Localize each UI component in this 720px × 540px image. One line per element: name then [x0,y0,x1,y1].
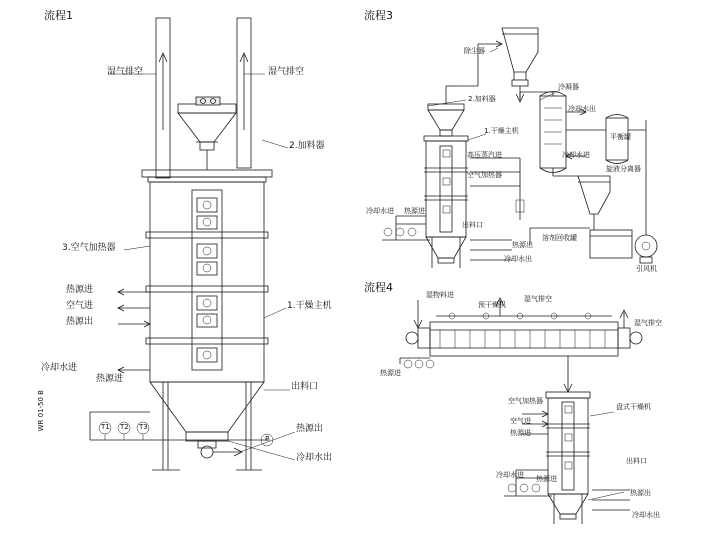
label-outlet-p3: 出料口 [462,221,483,229]
label-cool-water-out-p3: 冷却水出 [504,255,532,263]
label-cool-water-in-left: 冷却水进 [366,207,394,215]
label-heat-source-in-p4: 热源进 [536,475,557,483]
label-air-in-p4: 空气进 [510,417,531,425]
panel3-title: 流程3 [364,9,393,22]
label-heat-source-out-p4: 热源出 [630,489,651,497]
label-heat-out-2: 热源出 [296,424,324,434]
label-outlet-p4: 出料口 [626,457,647,465]
label-air-heater-p3: 空气加热器 [467,171,502,179]
label-main-dryer: 1.干燥主机 [287,301,332,311]
label-heat-in-1: 热源进 [66,285,94,295]
label-heat-out-1: 热源出 [66,317,94,327]
label-balance-tank: 平衡罐 [610,133,631,141]
label-condenser: 冷凝器 [558,83,579,91]
label-disc-dryer: 盘式干燥机 [616,403,651,411]
label-heat-source-in-p3: 热源进 [404,207,425,215]
label-feeder: 2.加料器 [289,141,325,151]
label-solvent-recovery: 溶剂回收罐 [542,234,577,242]
label-drawing-code: WR 01-50 B [37,390,45,432]
label-main-dryer-p3: 1.干燥主机 [484,127,519,135]
label-dust-collector: 除尘器 [464,47,485,55]
label-exhaust-p4: 湿气排空 [524,295,552,303]
label-cool-water-in: 冷却水进 [41,363,78,373]
label-heat-in-2-p4: 热源进 [510,429,531,437]
panel1-title: 流程1 [44,9,73,22]
label-heat-in-p4: 热源进 [380,369,401,377]
label-fan: 引风机 [636,265,657,273]
panel4-title: 流程4 [364,281,393,294]
label-exhaust-left: 湿气排空 [107,67,144,77]
tag-p: P [265,435,270,443]
label-heat-source-out-p3: 热源出 [512,241,533,249]
tag-t3: T3 [139,423,148,431]
label-cool-water-in-p4: 冷却水进 [496,471,524,479]
panel1-drawing [90,18,295,470]
tag-t2: T2 [120,423,129,431]
label-heat-in-2: 热源进 [96,374,124,384]
label-gas-liquid-separator: 旋液分离器 [606,165,641,173]
tag-t1: T1 [101,423,110,431]
panel3-drawing [382,28,657,268]
label-cool-water-out-p4: 冷却水出 [632,511,660,519]
label-exhaust-right-p4: 湿气排空 [634,319,662,327]
label-air-heater: 3.空气加热器 [62,243,116,253]
label-pre-dryer: 预干燥机 [478,301,506,309]
label-air-in: 空气进 [66,301,94,311]
label-feeder-p3: 2.加料器 [468,95,496,103]
label-cool-water-out-top: 冷却水出 [568,105,596,113]
label-hp-steam-in: 高压蒸汽进 [467,151,502,159]
label-exhaust-right: 湿气排空 [268,67,305,77]
label-cool-water-out: 冷却水出 [296,453,333,463]
label-wet-feed-in: 湿物料进 [426,291,454,299]
label-air-heater-p4: 空气加热器 [508,397,543,405]
label-cool-water-in-p3: 冷却水进 [562,151,590,159]
label-outlet: 出料口 [291,382,319,392]
